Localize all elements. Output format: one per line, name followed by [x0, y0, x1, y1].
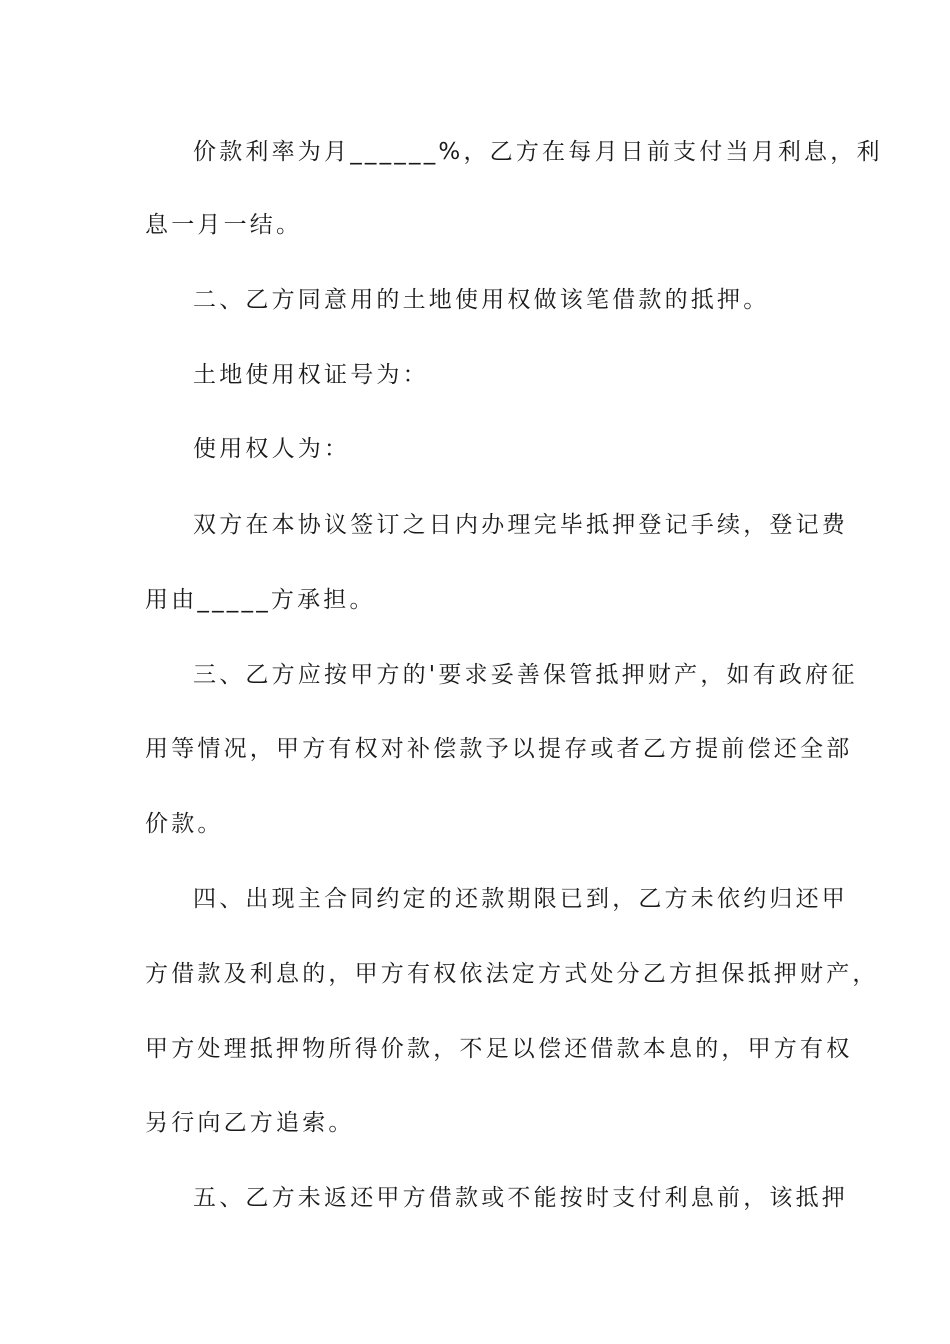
- text-line-10: 价款。: [145, 811, 224, 837]
- text-line-6: 双方在本协议签订之日内办理完毕抵押登记手续，登记费: [193, 512, 848, 538]
- text-line-12: 方借款及利息的，甲方有权依法定方式处分乙方担保抵押财产，: [145, 961, 879, 987]
- text-line-1: 价款利率为月______%，乙方在每月日前支付当月利息，利: [193, 139, 883, 165]
- text-line-9: 用等情况，甲方有权对补偿款予以提存或者乙方提前偿还全部: [145, 736, 853, 762]
- text-line-14: 另行向乙方追索。: [145, 1110, 355, 1136]
- text-line-13: 甲方处理抵押物所得价款，不足以偿还借款本息的，甲方有权: [145, 1036, 853, 1062]
- text-line-2: 息一月一结。: [145, 212, 303, 238]
- text-line-7: 用由_____方承担。: [145, 587, 376, 613]
- text-line-5: 使用权人为：: [193, 436, 351, 462]
- text-line-4: 土地使用权证号为：: [193, 362, 429, 388]
- text-line-11: 四、出现主合同约定的还款期限已到，乙方未依约归还甲: [193, 886, 848, 912]
- text-line-15: 五、乙方未返还甲方借款或不能按时支付利息前，该抵押: [193, 1185, 848, 1211]
- text-line-8: 三、乙方应按甲方的'要求妥善保管抵押财产，如有政府征: [193, 662, 858, 688]
- text-line-3: 二、乙方同意用的土地使用权做该笔借款的抵押。: [193, 287, 770, 313]
